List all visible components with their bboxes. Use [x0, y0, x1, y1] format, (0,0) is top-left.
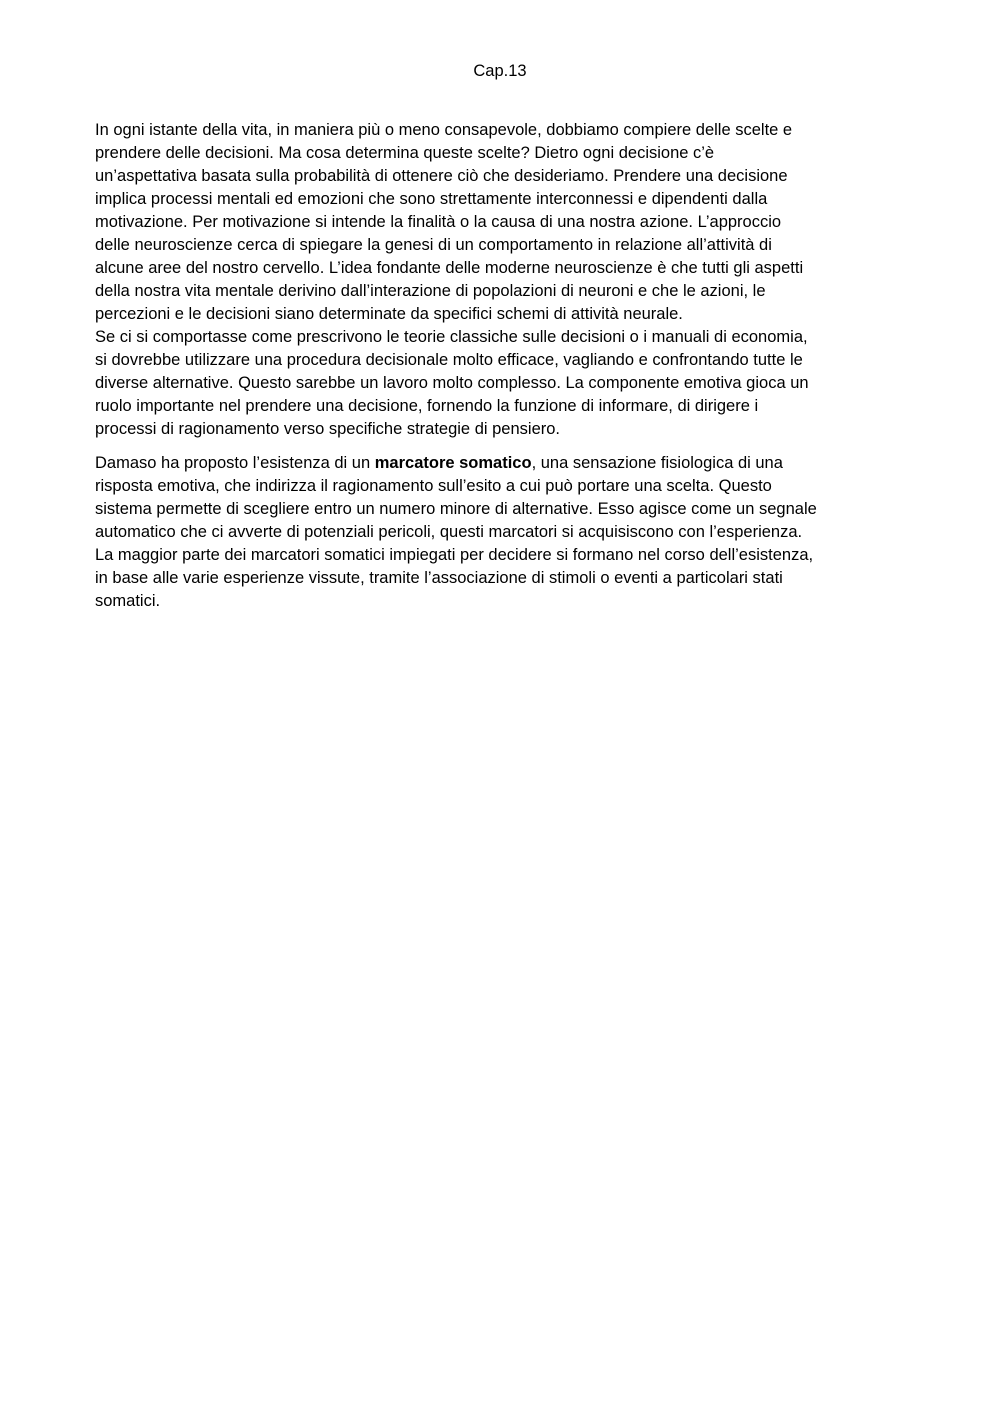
text-line: implica processi mentali ed emozioni che sono strettamente interconnessi e dipendenti dalla [95, 190, 768, 208]
text-line: In ogni istante della vita, in maniera più o meno consapevole, dobbiamo compiere delle scelte e [95, 121, 793, 139]
paragraph-decisions [95, 119, 910, 441]
text-line: ruolo importante nel prendere una decisione, fornendo la funzione di informare, di dirigere i [95, 397, 759, 415]
text-line: in base alle varie esperienze vissute, tramite l’associazione di stimoli o eventi a particolari stati [95, 569, 783, 587]
text-line: della nostra vita mentale derivino dall’interazione di popolazioni di neuroni e che le azioni, le [95, 282, 766, 300]
text-line: percezioni e le decisioni siano determinate da specifici schemi di attività neurale. [95, 305, 683, 323]
text-line: alcune aree del nostro cervello. L’idea fondante delle moderne neuroscienze è che tutti gli aspetti [95, 259, 804, 277]
text-fragment: Damaso ha proposto l’esistenza di un [95, 454, 375, 472]
text-line [95, 452, 910, 475]
text-line: somatici. [95, 592, 161, 610]
text-line: diverse alternative. Questo sarebbe un lavoro molto complesso. La componente emotiva gioca un [95, 374, 809, 392]
text-line: prendere delle decisioni. Ma cosa determina queste scelte? Dietro ogni decisione c’è [95, 144, 715, 162]
text-line: risposta emotiva, che indirizza il ragionamento sull’esito a cui può portare una scelta. Questo [95, 477, 772, 495]
text-line: La maggior parte dei marcatori somatici impiegati per decidere si formano nel corso dell’esistenza, [95, 546, 814, 564]
text-line: si dovrebbe utilizzare una procedura decisionale molto efficace, vagliando e confrontando tutte le [95, 351, 803, 369]
text-line: processi di ragionamento verso specifiche strategie di pensiero. [95, 420, 560, 438]
bold-term: marcatore somatico [374, 454, 532, 472]
text-line: automatico che ci avverte di potenziali pericoli, questi marcatori si acquisiscono con l’esperienza. [95, 523, 803, 541]
text-line: un’aspettativa basata sulla probabilità di ottenere ciò che desideriamo. Prendere una decisione [95, 167, 788, 185]
body-text [95, 119, 910, 613]
text-line: motivazione. Per motivazione si intende la finalità o la causa di una nostra azione. L’approccio [95, 213, 782, 231]
text-line: Se ci si comportasse come prescrivono le teorie classiche sulle decisioni o i manuali di economia, [95, 328, 808, 346]
paragraph-somatic-marker [95, 452, 910, 613]
text-line: delle neuroscienze cerca di spiegare la genesi di un comportamento in relazione all’attività di [95, 236, 772, 254]
text-fragment: , una sensazione fisiologica di una [531, 454, 783, 472]
text-line: sistema permette di scegliere entro un numero minore di alternative. Esso agisce come un segnale [95, 500, 817, 518]
chapter-title: Cap.13 [473, 62, 527, 80]
